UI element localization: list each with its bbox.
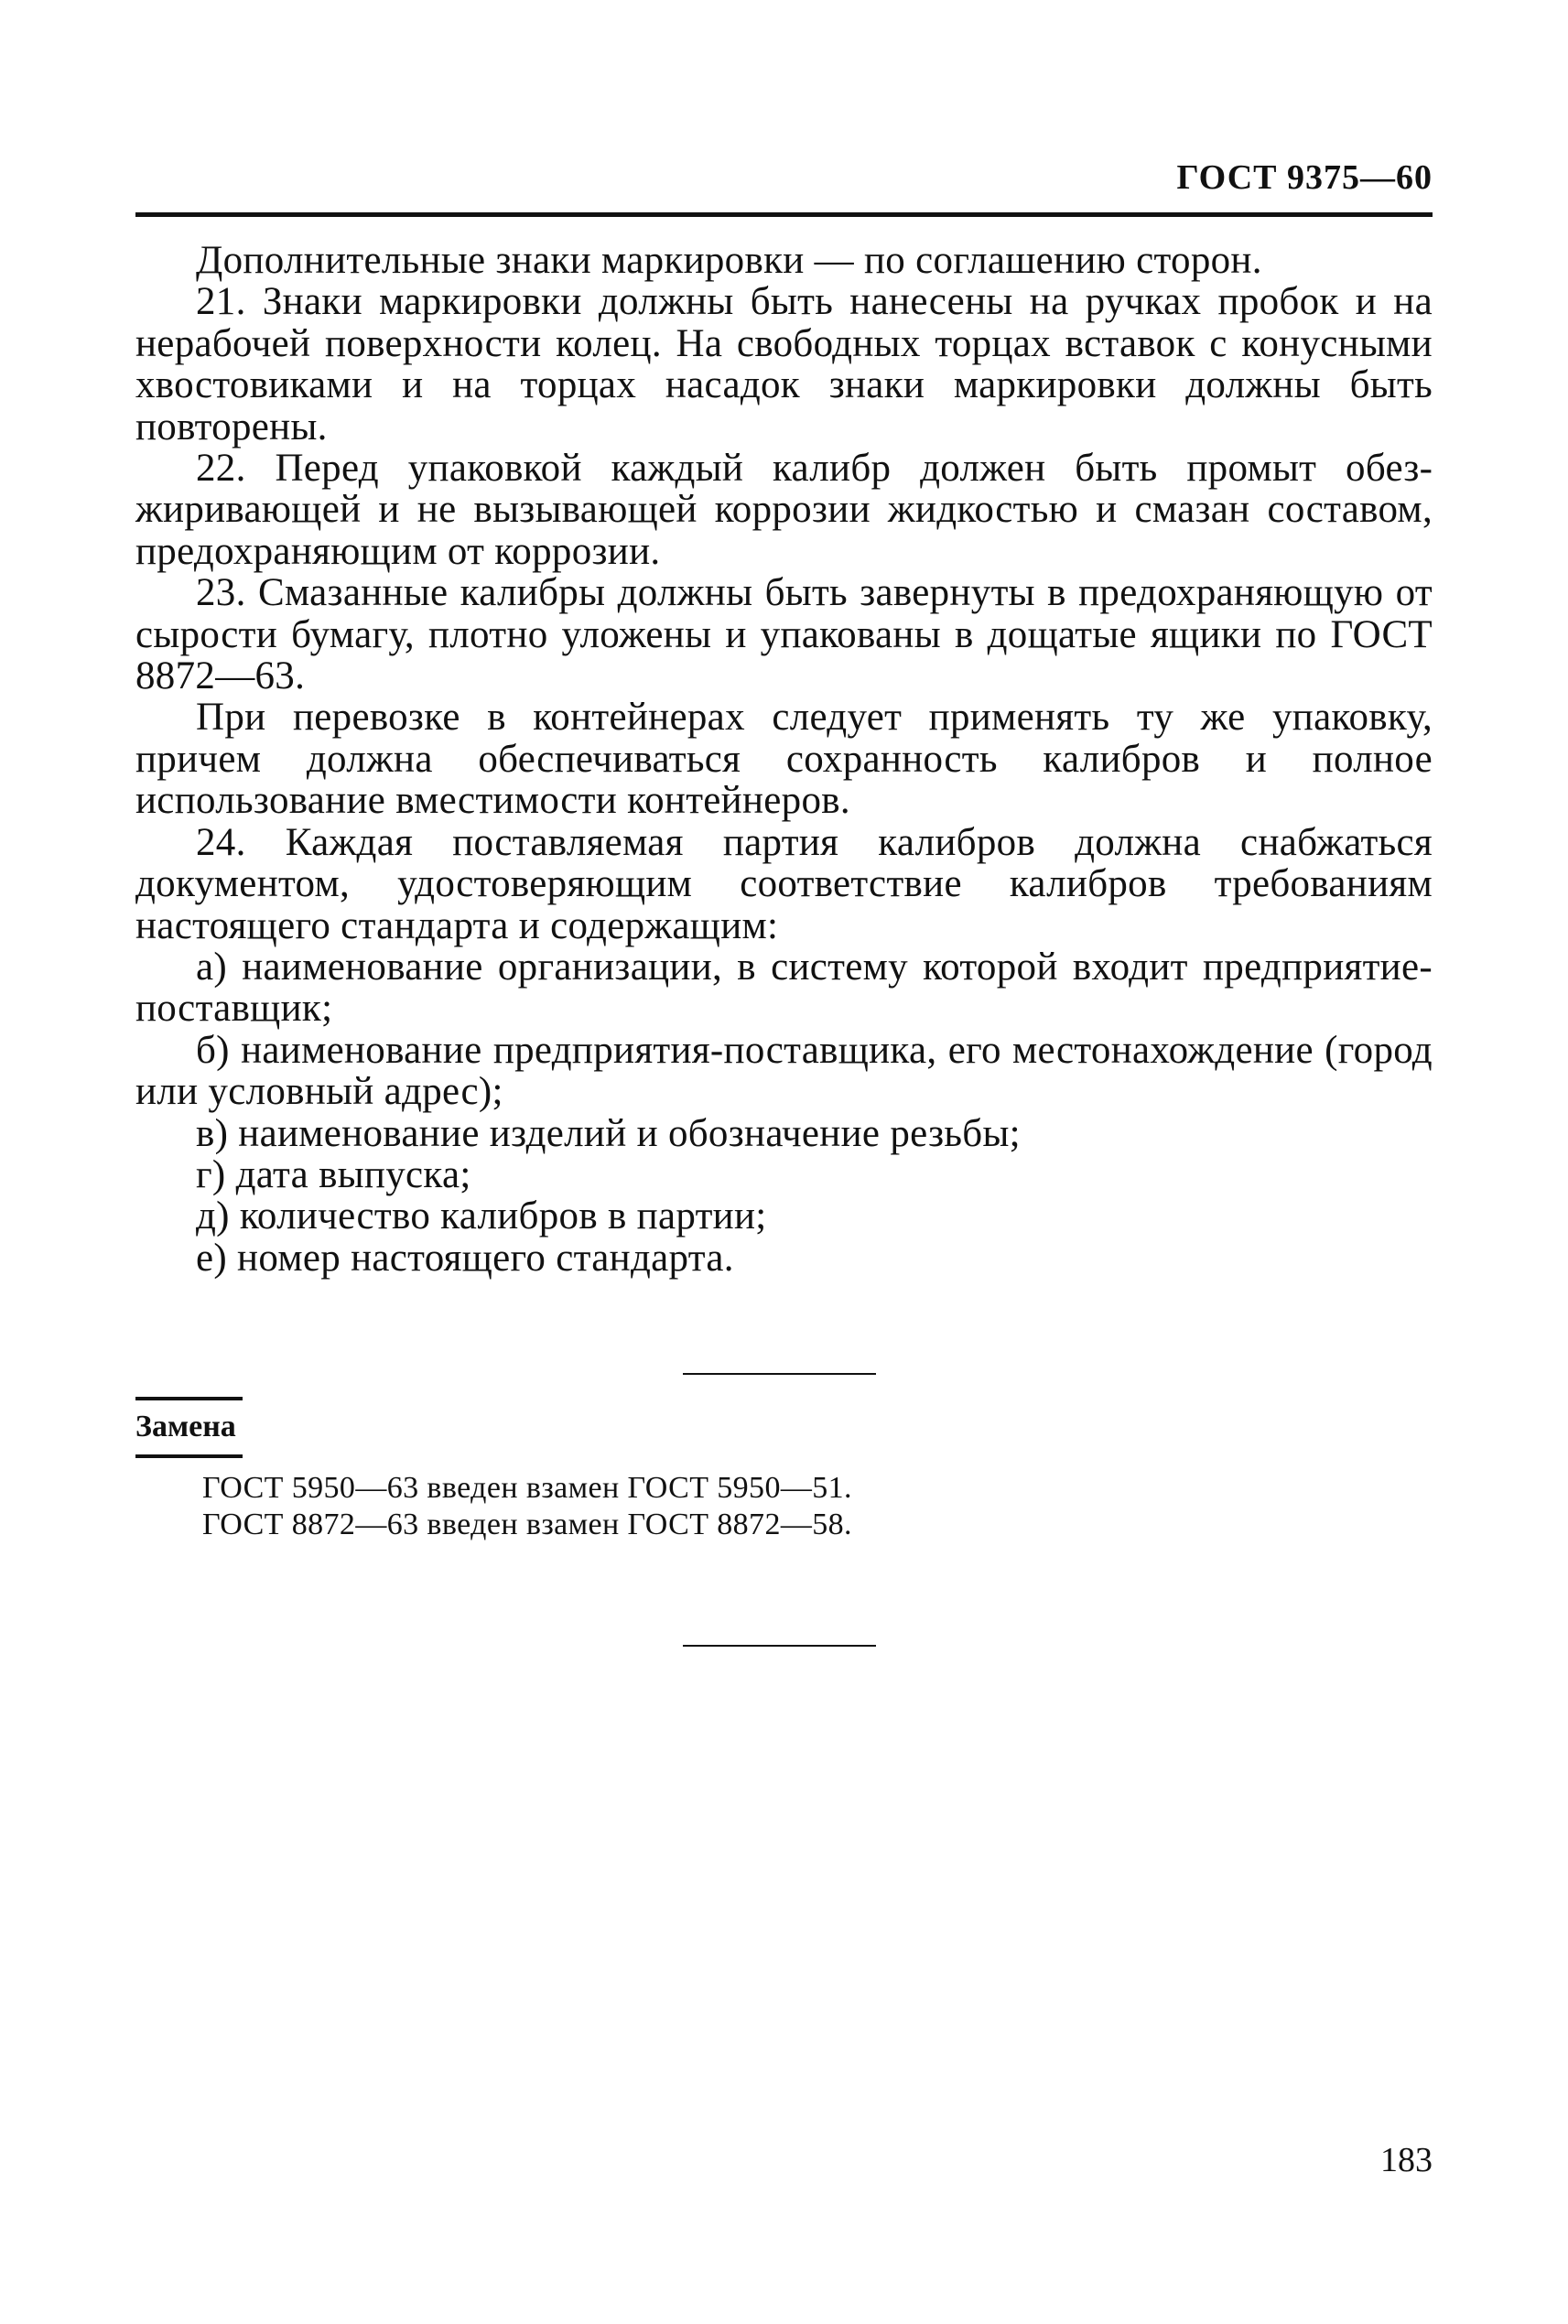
- doc-code: ГОСТ 9375—60: [1176, 158, 1433, 197]
- paragraph: Дополнительные знаки маркировки — по соглашению сторон.: [196, 239, 1262, 282]
- paragraph: 24. Каждая поставляемая партия калибров должна снабжаться документом, удостоверяющим соответствие калибров требованиям настоящего стандарта и содержащим:: [135, 820, 1433, 947]
- section-divider-top: [683, 1373, 876, 1375]
- list-item: е) номер настоящего стандарта.: [196, 1236, 734, 1280]
- replacement-title-rule-top: [135, 1397, 243, 1400]
- page-number: 183: [1380, 2141, 1433, 2179]
- list-item: г) дата выпуска;: [196, 1152, 471, 1196]
- paragraph: 22. Перед упаковкой каждый калибр должен быть промыт обезжиривающей и не вызывающей коррозии жидкостью и смазан составом, предохраняющим от коррозии.: [135, 447, 1433, 573]
- body-text: [135, 240, 1433, 1279]
- list-item: б) наименование предприятия-поставщика, его местонахождение (город или условный адрес);: [135, 1028, 1433, 1114]
- replacement-list: [202, 1470, 852, 1543]
- list-item: д) количество калибров в партии;: [196, 1194, 767, 1238]
- paragraph: 21. Знаки маркировки должны быть нанесены на ручках пробок и на нерабочей поверхности колец. На свободных торцах вставок с конусными хвостовиками и на торцах насадок знаки маркировки должны быть повторены.: [135, 280, 1433, 449]
- list-item: а) наименование организации, в систему которой входит предприятие-поставщик;: [135, 945, 1433, 1031]
- replacement-title-rule-bottom: [135, 1454, 243, 1458]
- paragraph: 23. Смазанные калибры должны быть завернуты в предохраняющую от сырости бумагу, плотно уложены и упакованы в дощатые ящики по ГОСТ 8872—63.: [135, 571, 1433, 698]
- replacement-title: Замена: [135, 1410, 236, 1443]
- replacement-line: ГОСТ 5950—63 введен взамен ГОСТ 5950—51.: [202, 1471, 852, 1505]
- paragraph: При перевозке в контейнерах следует применять ту же упаковку, причем должна обеспечиваться сохранность калибров и полное использование вместимости контейнеров.: [135, 696, 1433, 823]
- section-divider-bottom: [683, 1645, 876, 1647]
- list-item: в) наименование изделий и обозначение резьбы;: [196, 1111, 1021, 1155]
- header-rule: [135, 212, 1433, 217]
- replacement-line: ГОСТ 8872—63 введен взамен ГОСТ 8872—58.: [202, 1508, 852, 1541]
